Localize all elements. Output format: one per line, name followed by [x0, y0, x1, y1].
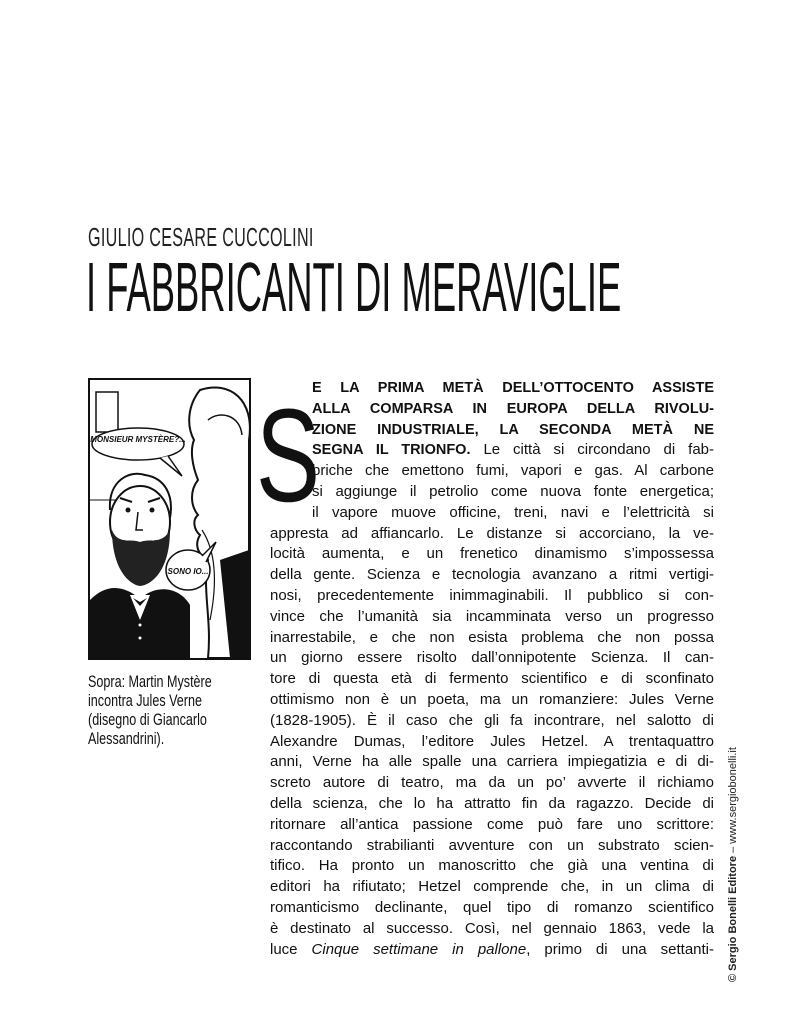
caption-line: Sopra: Martin Mystère [88, 672, 212, 691]
text-line: della scienza, che lo ha attratto fin da ragazzo. Decide di [270, 794, 714, 812]
text-line: tifico. Ha pronto un manoscritto che già una ventina di [270, 857, 714, 875]
caption-line: (disegno di Giancarlo [88, 710, 207, 729]
text-line: il vapore muove officine, treni, navi e l’elettricità si [312, 503, 714, 521]
caption-line: incontra Jules Verne [88, 691, 202, 710]
article-title: I FABBRICANTI DI MERAVIGLIE [86, 248, 622, 326]
comic-drawing [90, 380, 249, 658]
text-line: ritornare all’antica passione come può fare uno scrittore: [270, 815, 714, 833]
text-line: (1828-1905). È il caso che gli fa incontrare, nel salotto di [270, 711, 714, 729]
text-line: editori ha rifiutato; Hetzel comprende che, in un clima di [270, 878, 714, 896]
book-title: Cinque settimane in pallone [311, 940, 527, 958]
lead-end: SEGNA IL TRIONFO. [312, 442, 471, 459]
text-line: Alexandre Dumas, l’editore Jules Hetzel. A trentaquattro [270, 732, 714, 750]
text-line: della gente. Scienza e tecnologia avanzano a ritmi vertigi- [270, 566, 714, 584]
text-line: appresta ad affiancarlo. Le distanze si accorciano, la ve- [270, 524, 714, 542]
lead-line-mixed [270, 440, 714, 461]
lead-line: E LA PRIMA METÀ DELL’OTTOCENTO ASSISTE [312, 380, 714, 396]
text-line: si aggiunge il petrolio come nuova fonte energetica; [312, 482, 714, 500]
copyright-publisher: © Sergio Bonelli Editore [727, 855, 739, 982]
text-line: ottimismo non è un poeta, ma un romanziere: Jules Verne [270, 690, 714, 708]
last-line-end: , primo di una settanti- [526, 940, 715, 958]
text-line: nosi, precedentemente inimmaginabili. Il pubblico si con- [270, 586, 714, 604]
text-line: screto autore di teatro, ma da un po’ avverte il richiamo [270, 774, 714, 792]
text-line: inarrestabile, e che non esista problema che non possa [270, 628, 714, 646]
text-line: vince che l’umanità sia incamminata verso un progresso [270, 607, 714, 625]
copyright-site: – www.sergiobonelli.it [727, 747, 739, 856]
text-line-last [270, 940, 714, 961]
text-line: anni, Verne ha alle spalle una carriera impiegatizia e di di- [270, 753, 714, 771]
balloon-text-1: MONSIEUR MYSTÈRE?... [90, 435, 186, 444]
text-line: è destinato al successo. Così, nel gennaio 1863, vede la [270, 919, 714, 937]
comic-illustration [88, 378, 251, 660]
image-caption [88, 672, 266, 748]
text-line: tore di questa età di fermento scientifico e di sconfinato [270, 670, 714, 688]
text-line: locità aumenta, e un frenetico dinamismo s’impossessa [270, 545, 714, 563]
text-line: raccontando strabilianti avventure con un substrato scien- [270, 836, 714, 854]
author-name: GIULIO CESARE CUCCOLINI [88, 222, 314, 252]
text-line: un giorno essere risolto dall’onnipotente Scienza. Il can- [270, 649, 714, 667]
svg-text:S: S [255, 380, 321, 530]
copyright-notice [727, 747, 739, 982]
balloon-text-2: SONO IO... [167, 567, 209, 576]
lead-tail: Le città si circondano di fab- [483, 441, 714, 459]
last-line-start: luce [270, 940, 298, 958]
text-line: romanticismo declinante, quel tipo di romanzo scientifico [270, 898, 714, 916]
lead-line: ZIONE INDUSTRIALE, LA SECONDA METÀ NE [312, 421, 714, 438]
article-body [270, 378, 714, 960]
text-line: briche che emettono fumi, vapori e gas. Al carbone [312, 462, 714, 480]
lead-line: ALLA COMPARSA IN EUROPA DELLA RIVOLU- [312, 400, 714, 417]
caption-line: Alessandrini). [88, 729, 165, 748]
